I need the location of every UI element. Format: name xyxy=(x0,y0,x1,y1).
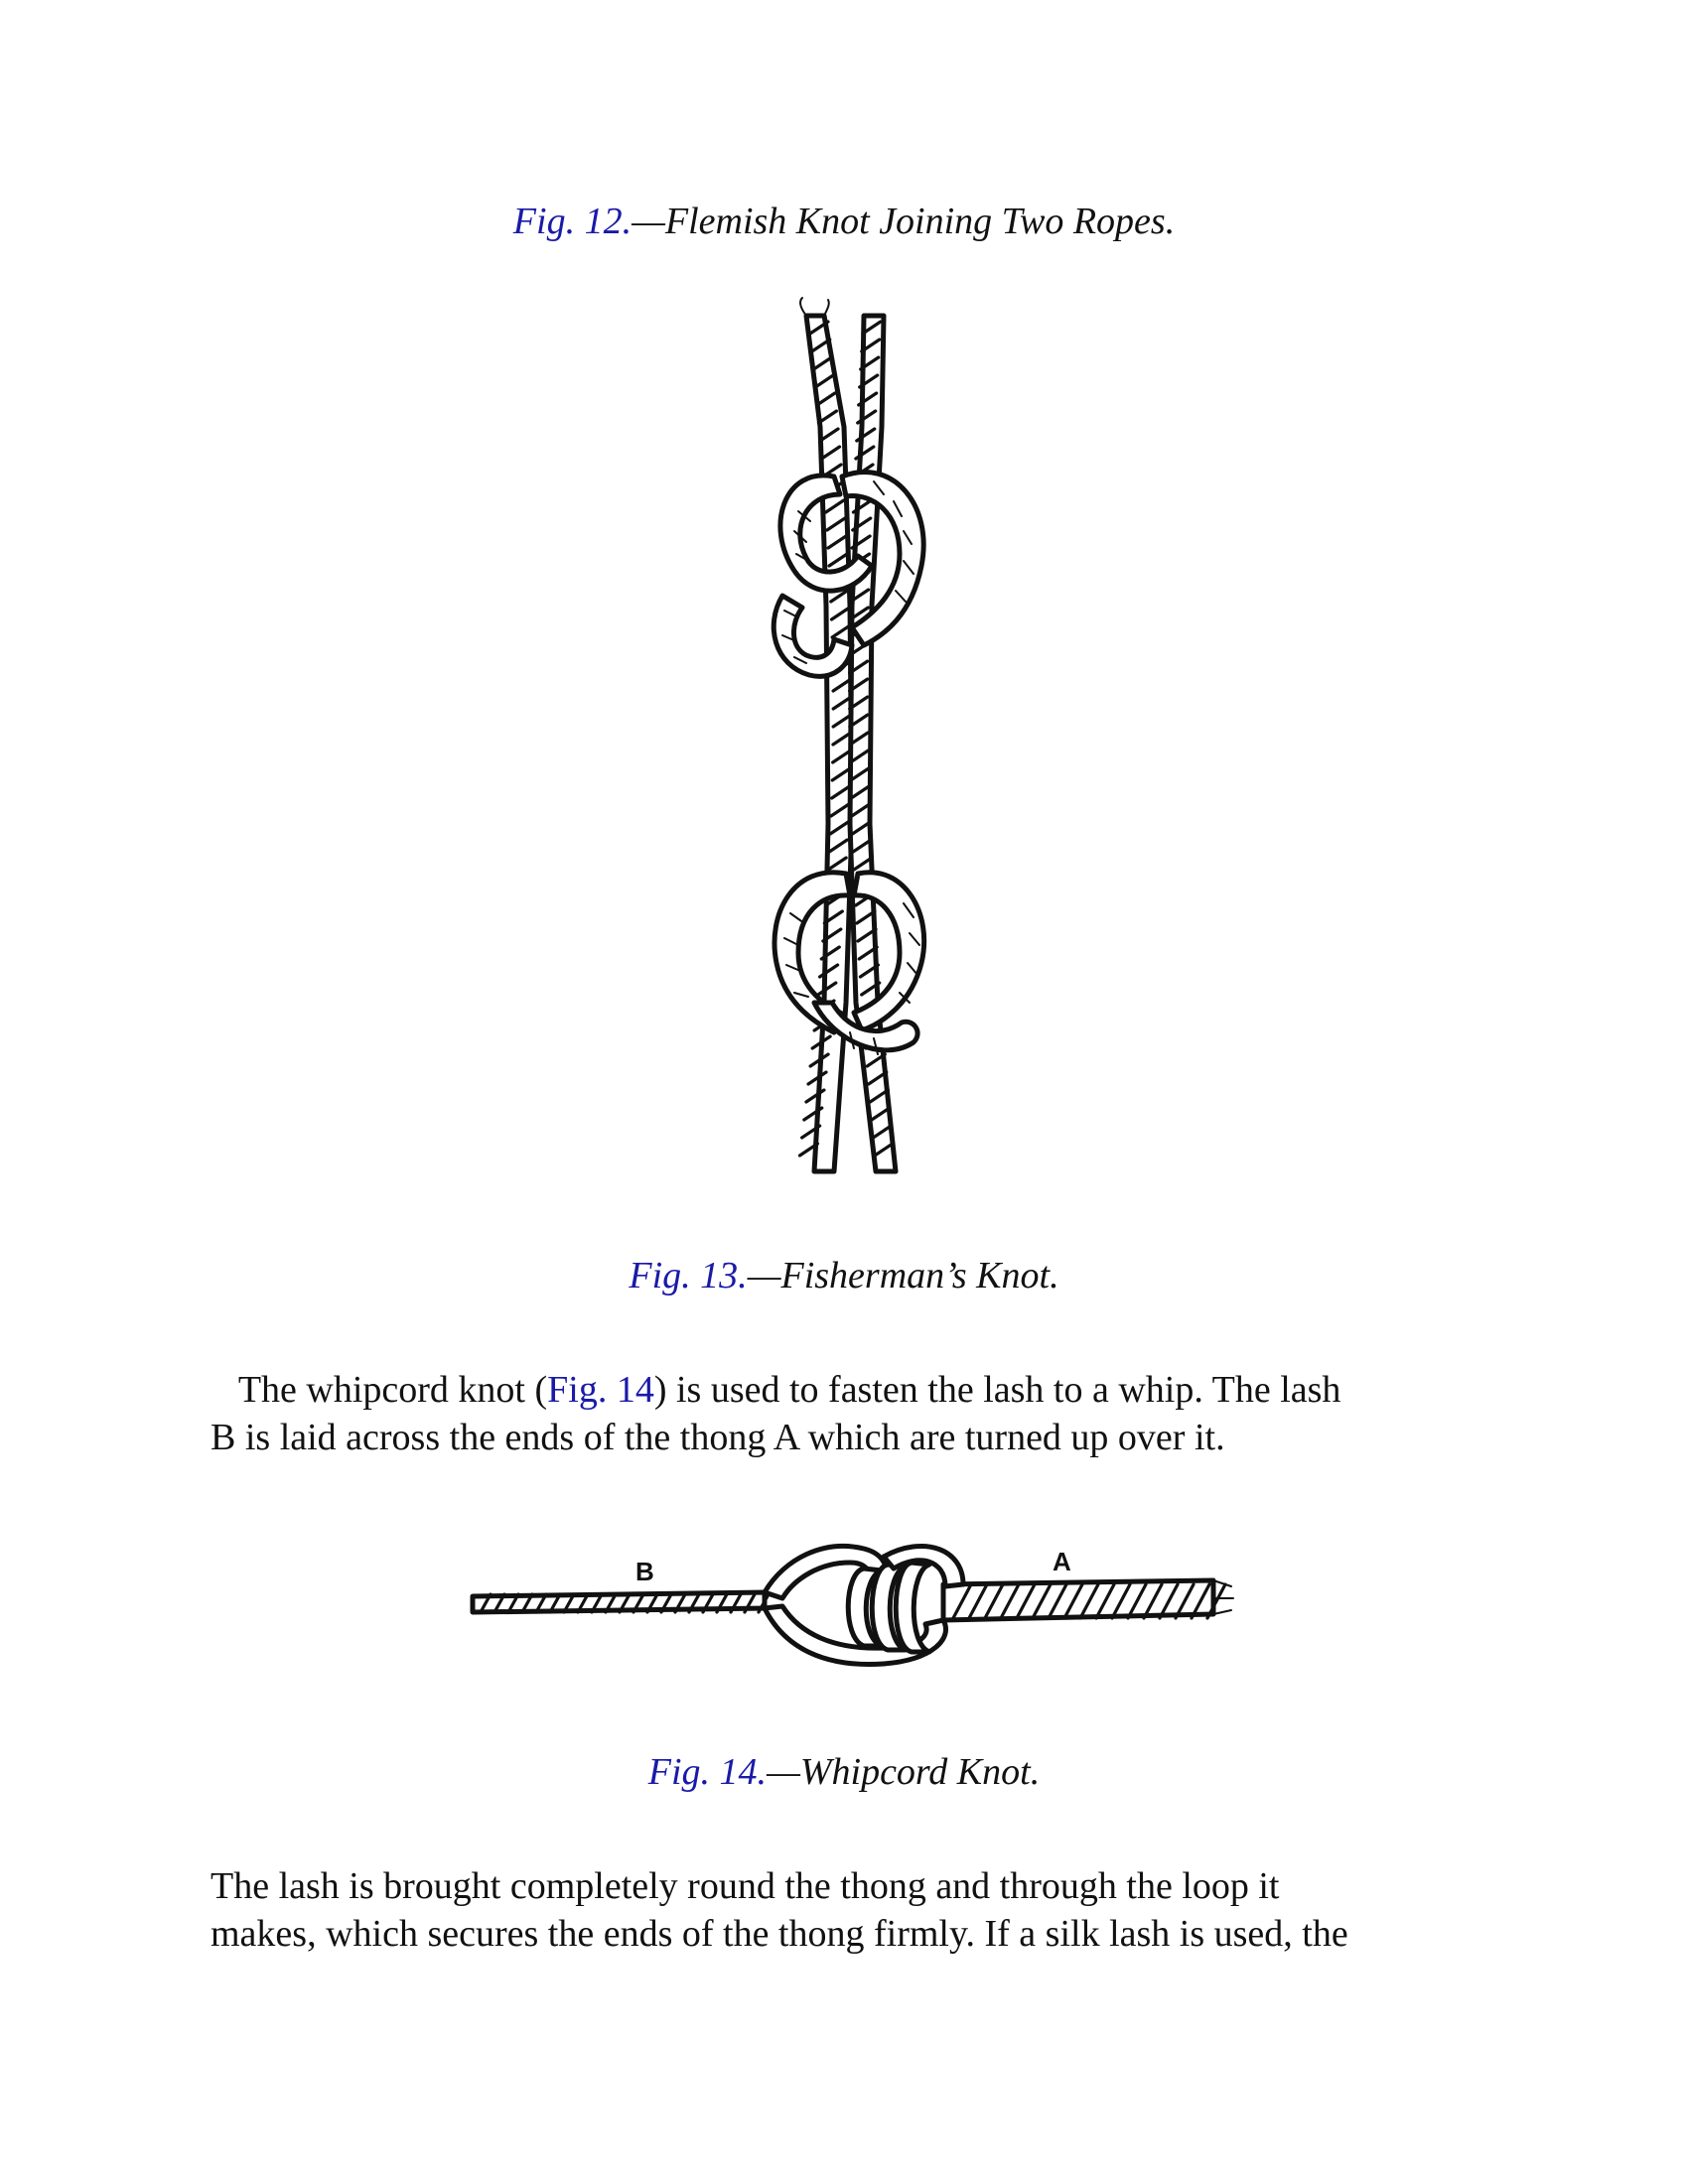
paragraph-line xyxy=(211,1366,1491,1414)
label-b: B xyxy=(635,1557,654,1586)
label-a: A xyxy=(1053,1547,1071,1576)
figure-14-caption xyxy=(0,1749,1688,1795)
figure-13-title: —Fisherman’s Knot. xyxy=(747,1255,1059,1297)
figure-12-link[interactable]: Fig. 12. xyxy=(512,201,633,242)
text-run: ) is used to fasten the lash to a whip. The lash xyxy=(653,1369,1341,1411)
figure-13-link[interactable]: Fig. 13. xyxy=(629,1255,748,1297)
paragraph-whipcord-intro xyxy=(211,1366,1491,1461)
figure-12-title: —Flemish Knot Joining Two Ropes. xyxy=(632,201,1176,242)
paragraph-line: The lash is brought completely round the thong and through the loop it xyxy=(211,1865,1280,1907)
paragraph-lash-description xyxy=(211,1862,1491,1958)
text-run: The whipcord knot ( xyxy=(211,1369,548,1411)
rope-left-strand xyxy=(806,316,852,1171)
thong-a-rope xyxy=(943,1580,1213,1620)
figure-13-caption xyxy=(0,1253,1688,1298)
figure-12-caption xyxy=(0,199,1688,244)
figure-14-title: —Whipcord Knot. xyxy=(767,1751,1041,1793)
figure-14-inline-link[interactable]: Fig. 14 xyxy=(547,1369,654,1411)
whipcord-knot-illustration xyxy=(467,1529,1221,1688)
fishermans-knot-illustration xyxy=(755,308,953,1181)
figure-14-link[interactable]: Fig. 14. xyxy=(647,1751,768,1793)
rope-frayed-end xyxy=(800,298,829,316)
paragraph-line: makes, which secures the ends of the thong firmly. If a silk lash is used, the xyxy=(211,1913,1348,1955)
paragraph-line: B is laid across the ends of the thong A which are turned up over it. xyxy=(211,1417,1225,1458)
